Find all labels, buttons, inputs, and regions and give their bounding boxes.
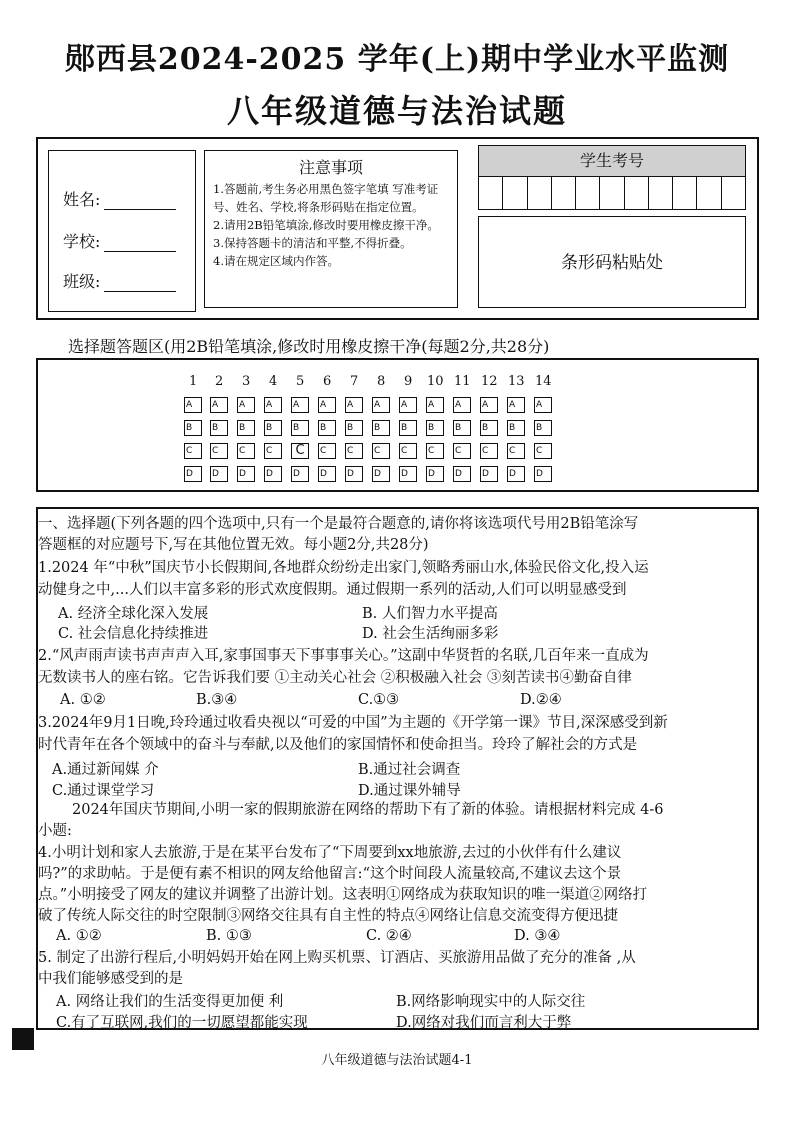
question-number: 10	[427, 374, 444, 389]
answer-bubble-10-c[interactable]: C	[426, 443, 444, 459]
answer-bubble-9-d[interactable]: D	[399, 466, 417, 482]
exam-number-cell[interactable]	[722, 177, 745, 210]
registration-mark	[12, 1028, 34, 1050]
section-heading: 答题框的对应题号下,写在其他位置无效。每小题2分,共28分)	[38, 537, 429, 553]
answer-bubble-11-d[interactable]: D	[453, 466, 471, 482]
question-number: 7	[350, 374, 359, 389]
answer-bubble-8-a[interactable]: A	[372, 397, 390, 413]
q3-option-c: C.通过课堂学习	[52, 783, 155, 799]
q1-option-a: A. 经济全球化深入发展	[58, 606, 209, 622]
q4-stem: 点。”小明接受了网友的建议并调整了出游计划。这表明①网络成为获取知识的唯一渠道②网络打	[38, 887, 648, 903]
q4-option-a: A. ①②	[56, 928, 102, 944]
name-field[interactable]: 姓名:	[63, 187, 176, 210]
answer-bubble-4-b[interactable]: B	[264, 420, 282, 436]
answer-bubble-12-d[interactable]: D	[480, 466, 498, 482]
note-item: 4.请在规定区域内作答。	[213, 254, 339, 268]
answer-bubble-14-b[interactable]: B	[534, 420, 552, 436]
class-field[interactable]: 班级:	[63, 269, 176, 292]
school-field[interactable]: 学校:	[63, 229, 176, 252]
answer-bubble-7-a[interactable]: A	[345, 397, 363, 413]
answer-bubble-8-b[interactable]: B	[372, 420, 390, 436]
note-item: 1.答题前,考生务必用黑色签字笔填 写准考证号、姓名、学校,将条形码贴在指定位置。	[213, 182, 439, 214]
section-heading: 一、选择题(下列各题的四个选项中,只有一个是最符合题意的,请你将该选项代号用2B铅笔涂写	[38, 516, 639, 532]
answer-bubble-6-d[interactable]: D	[318, 466, 336, 482]
q4-option-b: B. ①③	[206, 928, 252, 944]
answer-bubble-1-d[interactable]: D	[184, 466, 202, 482]
answer-bubble-5-c[interactable]: C	[291, 443, 309, 459]
answer-bubble-5-d[interactable]: D	[291, 466, 309, 482]
answer-bubble-4-d[interactable]: D	[264, 466, 282, 482]
answer-bubble-9-a[interactable]: A	[399, 397, 417, 413]
q2-stem: 无数读书人的座右铭。它告诉我们要 ①主动关心社会 ②积极融入社会 ③刻苦读书④勤奋自律	[38, 670, 632, 686]
answer-bubble-1-a[interactable]: A	[184, 397, 202, 413]
answer-bubble-2-d[interactable]: D	[210, 466, 228, 482]
exam-number-cell[interactable]	[503, 177, 527, 210]
exam-number-cell[interactable]	[625, 177, 649, 210]
material-text: 2024年国庆节期间,小明一家的假期旅游在网络的帮助下有了新的体验。请根据材料完成 4-6	[72, 802, 664, 818]
q5-option-b: B.网络影响现实中的人际交往	[396, 994, 586, 1010]
exam-number-cell[interactable]	[552, 177, 576, 210]
page-footer: 八年级道德与法治试题4-1	[321, 1053, 473, 1068]
exam-number-box	[478, 145, 746, 210]
q2-stem: 2.“风声雨声读书声声声入耳,家事国事天下事事事关心。”这副中华贤哲的名联,几百年来一直成为	[38, 648, 649, 664]
question-number: 2	[215, 374, 224, 389]
answer-bubble-6-c[interactable]: C	[318, 443, 336, 459]
exam-number-cells[interactable]	[479, 177, 745, 210]
answer-bubble-1-c[interactable]: C	[184, 443, 202, 459]
exam-number-cell[interactable]	[600, 177, 624, 210]
q5-option-c: C.有了互联网,我们的一切愿望都能实现	[56, 1015, 308, 1031]
answer-bubble-12-b[interactable]: B	[480, 420, 498, 436]
note-item: 3.保持答题卡的清洁和平整,不得折叠。	[213, 236, 412, 250]
exam-number-cell[interactable]	[697, 177, 721, 210]
answer-bubble-1-b[interactable]: B	[184, 420, 202, 436]
answer-bubble-3-d[interactable]: D	[237, 466, 255, 482]
answer-bubble-14-a[interactable]: A	[534, 397, 552, 413]
answer-sheet-box	[36, 358, 759, 492]
q5-stem: 5. 制定了出游行程后,小明妈妈开始在网上购买机票、订酒店、买旅游用品做了充分的准备 ,从	[38, 950, 636, 966]
q2-option-d: D.②④	[520, 692, 562, 708]
q4-option-d: D. ③④	[514, 928, 561, 944]
class-line	[104, 277, 176, 292]
answer-bubble-13-a[interactable]: A	[507, 397, 525, 413]
answer-bubble-12-c[interactable]: C	[480, 443, 498, 459]
answer-bubble-9-b[interactable]: B	[399, 420, 417, 436]
q2-option-a: A. ①②	[60, 692, 106, 708]
answer-bubble-2-c[interactable]: C	[210, 443, 228, 459]
answer-bubble-11-a[interactable]: A	[453, 397, 471, 413]
q5-stem: 中我们能够感受到的是	[38, 971, 183, 987]
answer-bubble-13-d[interactable]: D	[507, 466, 525, 482]
material-text: 小题:	[38, 823, 72, 839]
q4-stem: 破了传统人际交往的时空限制③网络交往具有自主性的特点④网络让信息交流变得方便迅捷	[38, 908, 618, 924]
answer-bubble-4-a[interactable]: A	[264, 397, 282, 413]
exam-number-cell[interactable]	[649, 177, 673, 210]
q1-option-d: D. 社会生活绚丽多彩	[362, 626, 499, 642]
question-number: 11	[454, 374, 471, 389]
exam-number-cell[interactable]	[528, 177, 552, 210]
answer-bubble-6-b[interactable]: B	[318, 420, 336, 436]
q3-stem: 3.2024年9月1日晚,玲玲通过收看央视以“可爱的中国”为主题的《开学第一课》节目,深深感受到新	[38, 715, 668, 731]
question-number: 12	[481, 374, 498, 389]
q5-option-a: A. 网络让我们的生活变得更加便 利	[56, 994, 284, 1010]
q2-option-c: C.①③	[358, 692, 400, 708]
answer-bubble-6-a[interactable]: A	[318, 397, 336, 413]
answer-bubble-7-b[interactable]: B	[345, 420, 363, 436]
q3-option-d: D.通过课外辅导	[358, 783, 461, 799]
question-number: 3	[242, 374, 251, 389]
question-number: 4	[269, 374, 278, 389]
q3-option-a: A.通过新闻媒 介	[52, 762, 159, 778]
q1-option-c: C. 社会信息化持续推进	[58, 626, 209, 642]
q5-option-d: D.网络对我们而言利大于弊	[396, 1015, 572, 1031]
answer-bubble-5-a[interactable]: A	[291, 397, 309, 413]
notes-title: 注意事项	[298, 158, 363, 177]
answer-bubble-12-a[interactable]: A	[480, 397, 498, 413]
question-number: 13	[508, 374, 525, 389]
answer-bubble-7-d[interactable]: D	[345, 466, 363, 482]
answer-bubble-10-b[interactable]: B	[426, 420, 444, 436]
answer-bubble-13-b[interactable]: B	[507, 420, 525, 436]
answer-bubble-11-c[interactable]: C	[453, 443, 471, 459]
answer-bubble-3-b[interactable]: B	[237, 420, 255, 436]
question-number: 14	[535, 374, 552, 389]
answer-bubble-7-c[interactable]: C	[345, 443, 363, 459]
barcode-area: 条形码粘贴处	[478, 216, 746, 308]
answer-bubble-3-c[interactable]: C	[237, 443, 255, 459]
q1-option-b: B. 人们智力水平提高	[362, 606, 498, 622]
q3-stem: 时代青年在各个领域中的奋斗与奉献,以及他们的家国情怀和使命担当。玲玲了解社会的方式是	[38, 737, 638, 753]
question-number: 1	[189, 374, 198, 389]
q4-stem: 吗?”的求助帖。于是便有素不相识的网友给他留言:“这个时间段人流量较高,不建议去这个景	[38, 866, 622, 882]
notes-box	[204, 150, 458, 308]
exam-title: 郧西县2024-2025 学年(上)期中学业水平监测	[64, 42, 730, 77]
answer-bubble-14-c[interactable]: C	[534, 443, 552, 459]
answer-bubble-13-c[interactable]: C	[507, 443, 525, 459]
school-line	[104, 237, 176, 252]
question-number: 6	[323, 374, 332, 389]
answer-area-title: 选择题答题区(用2B铅笔填涂,修改时用橡皮擦干净(每题2分,共28分)	[68, 337, 550, 356]
exam-number-label: 学生考号	[479, 146, 745, 177]
question-number: 9	[404, 374, 413, 389]
exam-number-cell[interactable]	[576, 177, 600, 210]
answer-bubble-4-c[interactable]: C	[264, 443, 282, 459]
answer-bubble-8-d[interactable]: D	[372, 466, 390, 482]
question-number: 5	[296, 374, 305, 389]
q1-stem: 1.2024 年“中秋”国庆节小长假期间,各地群众纷纷走出家门,领略秀丽山水,体验民俗文化,投入运	[38, 560, 649, 576]
answer-bubble-5-b[interactable]: B	[291, 420, 309, 436]
answer-bubble-3-a[interactable]: A	[237, 397, 255, 413]
student-info-box	[48, 150, 196, 312]
answer-bubble-9-c[interactable]: C	[399, 443, 417, 459]
q4-option-c: C. ②④	[366, 928, 412, 944]
paper-subtitle: 八年级道德与法治试题	[226, 92, 567, 130]
question-number: 8	[377, 374, 386, 389]
answer-bubble-8-c[interactable]: C	[372, 443, 390, 459]
q1-stem: 动健身之中,...人们以丰富多彩的形式欢度假期。通过假期一系列的活动,人们可以明显感受到	[38, 582, 627, 598]
q3-option-b: B.通过社会调查	[358, 762, 461, 778]
exam-number-cell[interactable]	[479, 177, 503, 210]
q4-stem: 4.小明计划和家人去旅游,于是在某平台发布了“下周要到xx地旅游,去过的小伙伴有什么建议	[38, 845, 622, 861]
answer-bubble-2-b[interactable]: B	[210, 420, 228, 436]
answer-bubble-10-a[interactable]: A	[426, 397, 444, 413]
name-line	[104, 195, 176, 210]
answer-bubble-10-d[interactable]: D	[426, 466, 444, 482]
q2-option-b: B.③④	[196, 692, 238, 708]
answer-bubble-11-b[interactable]: B	[453, 420, 471, 436]
note-item: 2.请用2B铅笔填涂,修改时要用橡皮擦干净。	[213, 218, 439, 232]
answer-bubble-2-a[interactable]: A	[210, 397, 228, 413]
answer-bubble-14-d[interactable]: D	[534, 466, 552, 482]
exam-number-cell[interactable]	[673, 177, 697, 210]
